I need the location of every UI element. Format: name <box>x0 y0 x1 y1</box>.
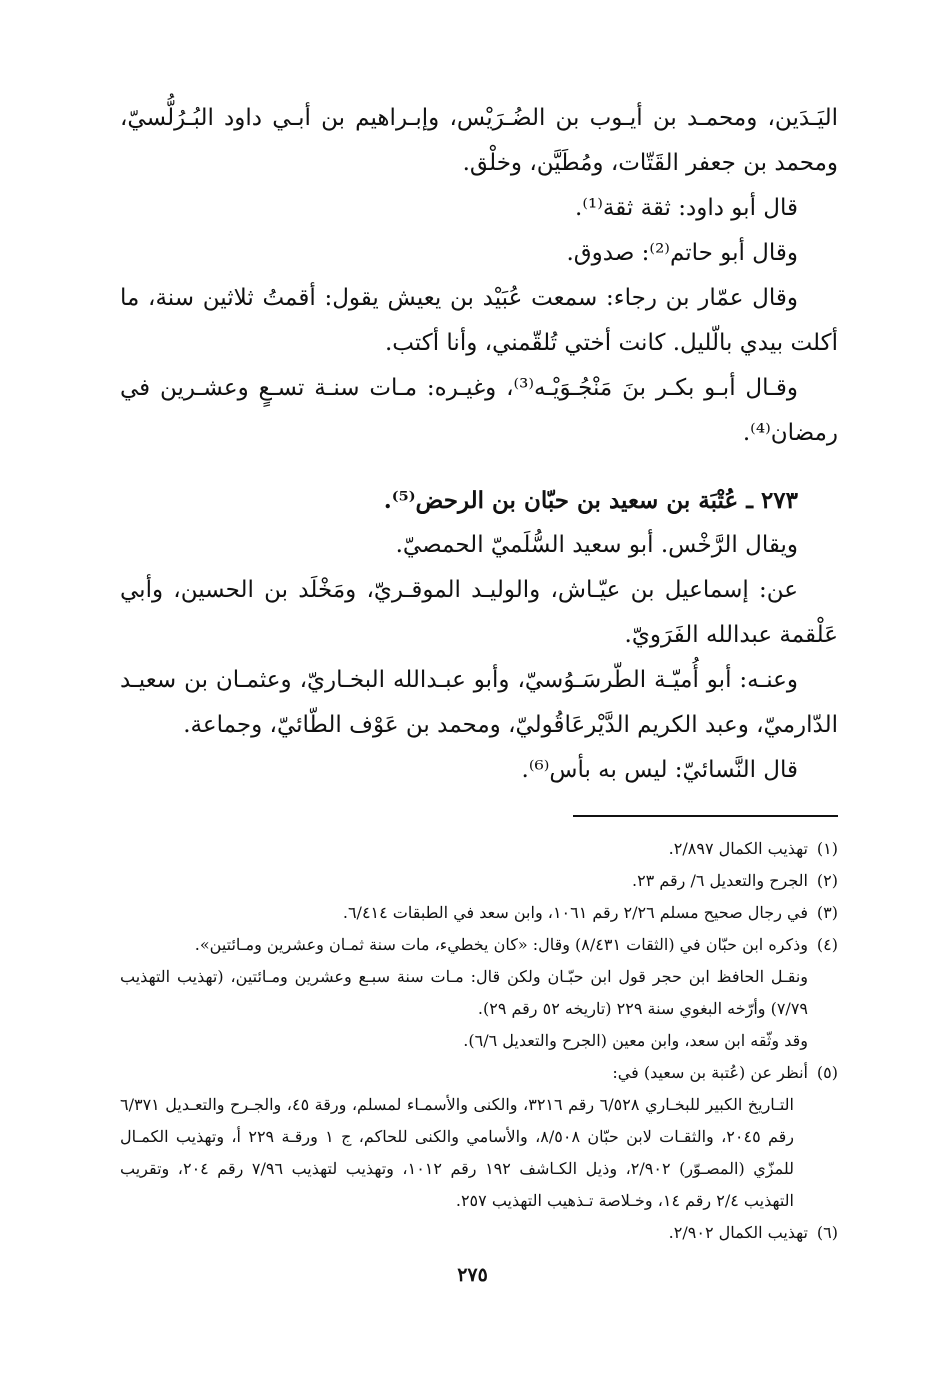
footnote-number: (٥) <box>816 1063 838 1082</box>
footnote-number: (١) <box>816 839 838 858</box>
footnote-text: في رجال صحيح مسلم ٢/٢٦ رقم ١٠٦١، وابن سعد في الطبقات ٦/٤١٤. <box>342 903 808 922</box>
footnote-text: الجرح والتعديل ٦/ رقم ٢٣. <box>631 871 808 890</box>
entry-heading: ٢٧٣ ـ عُتْبَة بن سعيد بن حبّان بن الرحض⁽⁵⁾. <box>383 487 798 514</box>
footnote <box>120 1217 838 1249</box>
paragraph-abu-dawud: قال أبو داود: ثقة ثقة⁽¹⁾. <box>575 195 798 221</box>
paragraph-death-date: وقـال أبـو بكـر بنَ مَنْجُـوَيْـه⁽³⁾، وغيـره: مـات سنـة تسـعٍ وعشـرين في رمضان⁽⁴⁾. <box>120 375 838 446</box>
footnote <box>120 929 838 1057</box>
footnotes <box>120 833 838 1249</box>
paragraph-ammar: وقال عمّار بن رجاء: سمعت عُبَيْد بن يعيش يقول: أقمتُ ثلاثين سنة، ما أكلت بيدي بالّليل. كانت أختي تُلقّمني، وأنا أكتب. <box>120 285 838 356</box>
footnote-text: وذكره ابن حبّان في (الثقات ٨/٤٣١) وقال: «كان يخطيء، مات سنة ثمـان وعشرين ومـائتين». <box>194 935 808 954</box>
footnote <box>120 865 838 897</box>
footnote <box>120 1057 838 1217</box>
footnote-number: (٤) <box>816 935 838 954</box>
footnote-text: وقد وثّقه ابن سعد، وابن معين (الجرح والتعديل ٦/٦). <box>463 1031 808 1050</box>
footnote-separator <box>573 815 838 817</box>
footnote-number: (٣) <box>816 903 838 922</box>
footnote-text: أنظر عن (عُتبة بن سعيد) في: <box>612 1063 808 1082</box>
book-page <box>120 96 838 1249</box>
footnote-text: تهذيب الكمال ٢/٩٠٢. <box>668 1223 808 1242</box>
footnote-text: التـاريخ الكبير للبخـاري ٦/٥٢٨ رقم ٣٢١٦، والكنى والأسمـاء لمسلم، ورقة ٤٥، والجـرح والتعـديل ٦/٣٧١ رقم ٢٠٤٥، والثقـات لابن حبّان ٨/٥٠٨، والأسامي والكنى للحاكم، ج ١ ورقـة ٢٢٩ أ، وتهذيب الكمـال للمزّي (المصـوّر) ٢/٩٠٢، وذيل الكـاشف ١٩٢ رقم ١٠١٢، وتهذيب لتهذيب ٧/٩٦ رقم ٢٠٤، وتقريب التهذيب ٢/٤ رقم ١٤، وخـلاصة تـذهيب التهذيب ٢٥٧. <box>120 1095 795 1210</box>
footnote <box>120 833 838 865</box>
entry-alt-name: ويقال الرَّخْس. أبو سعيد السُّلَميّ الحمصيّ. <box>395 532 798 558</box>
paragraph-continuation: اليَـدَين، ومحمـد بن أيـوب بن الضُـرَيْس، وإبـراهيم بن أبـي داود البُـرُلُّسيّ، ومحمد بن جعفر القَتّات، ومُطَيَّن، وخلْق. <box>120 105 838 176</box>
paragraph-abu-hatim: وقال أبو حاتم⁽²⁾: صدوق. <box>566 240 798 266</box>
footnote-text: ونقـل الحافظ ابن حجر قول ابن حبّـان ولكن قال: مـات سنة سبـع وعشرين ومـائتين، (تهذيب التهذيب ٧/٧٩) وأرّخه البغوي سنة ٢٢٩ (تاريخه ٥٢ رقم ٢٩). <box>120 967 809 1018</box>
entry-narrated-from: عن: إسماعيل بن عيّـاش، والوليـد الموقـريّ، ومَخْلَد بن الحسين، وأبي عَلْقمة عبدالله الفَرَويّ. <box>120 577 838 648</box>
entry-narrated-by: وعنـه: أبو أُميّـة الطّرسَـوُسيّ، وأبو عبـدالله البخـاريّ، وعثمـان بن سعيـد الدّارميّ، وعبد الكريم الدَّيْرعَاقُوليّ، ومحمد بن عَوْف الطّائيّ، وجماعة. <box>120 667 838 738</box>
main-text <box>120 96 838 793</box>
entry-nasai: قال النَّسائيّ: ليس به بأس⁽⁶⁾. <box>521 757 798 783</box>
page-number: ٢٧٥ <box>457 1264 488 1286</box>
footnote <box>120 897 838 929</box>
footnote-number: (٢) <box>816 871 838 890</box>
footnote-number: (٦) <box>816 1223 838 1242</box>
footnote-text: تهذيب الكمال ٢/٨٩٧. <box>668 839 808 858</box>
